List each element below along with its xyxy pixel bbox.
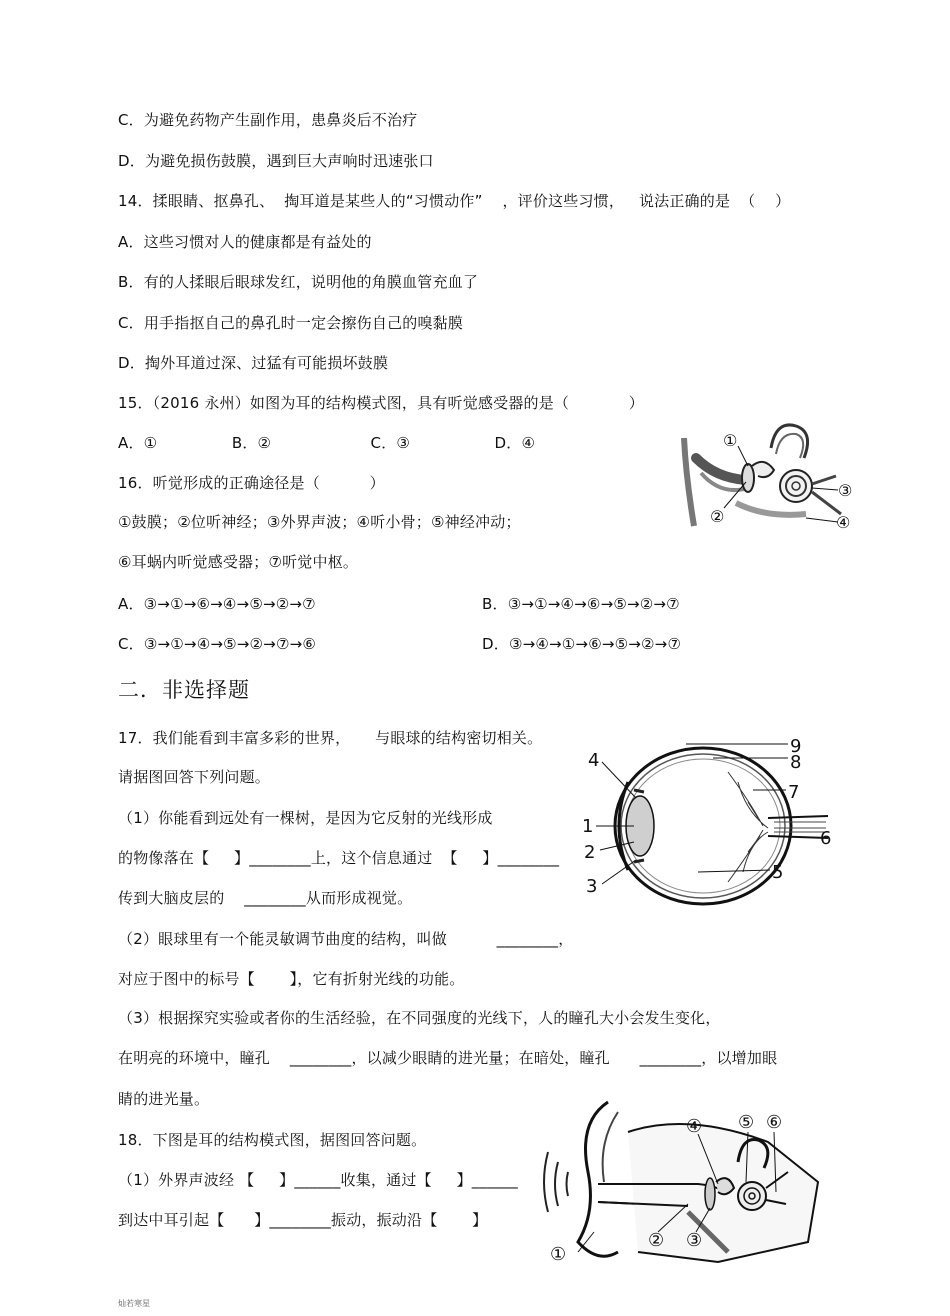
ear-small-label: ② (710, 507, 725, 526)
option-16a: A．③→①→⑥→④→⑤→②→⑦ (118, 595, 316, 613)
eye-label: 4 (588, 750, 600, 771)
ear-large-label: ③ (686, 1230, 703, 1251)
question-17-1c: 传到大脑皮层的 ________从而形成视觉。 (118, 889, 413, 907)
question-17-prompt: 请据图回答下列问题。 (118, 768, 271, 786)
eye-label: 7 (788, 782, 800, 803)
eye-label: 2 (584, 842, 596, 863)
ear-large-label: ① (550, 1244, 567, 1265)
ear-large-label: ⑤ (738, 1112, 755, 1133)
question-17-1b: 的物像落在【 】________上，这个信息通过 【 】________ (118, 849, 560, 867)
ear-small-label: ③ (838, 481, 853, 500)
question-17-2b: 对应于图中的标号【 】，它有折射光线的功能。 (118, 970, 465, 988)
ear-structure-figure-small (676, 418, 862, 534)
ear-large-label: ④ (686, 1116, 703, 1137)
question-17: 17．我们能看到丰富多彩的世界， 与眼球的结构密切相关。 (118, 729, 543, 747)
ear-large-label: ⑥ (766, 1112, 783, 1133)
section-heading: 二．非选择题 (118, 678, 250, 702)
question-18: 18．下图是耳的结构模式图，据图回答问题。 (118, 1131, 427, 1149)
option-16b: B．③→①→④→⑥→⑤→②→⑦ (482, 595, 680, 613)
ear-small-label: ① (723, 431, 738, 450)
option-13d: D．为避免损伤鼓膜，遇到巨大声响时迅速张口 (118, 152, 434, 170)
question-14: 14．揉眼睛、抠鼻孔、 掏耳道是某些人的“习惯动作” ，评价这些习惯， 说法正确的是 （ ） (118, 192, 791, 210)
question-15: 15．（2016 永州）如图为耳的结构模式图，具有听觉感受器的是（ ） (118, 394, 644, 412)
question-18-1b: 到达中耳引起【 】________振动，振动沿【 】 (118, 1211, 488, 1229)
question-16-items-2: ⑥耳蜗内听觉感受器；⑦听觉中枢。 (118, 553, 359, 571)
footer-text: 灿若寒星 (118, 1299, 150, 1308)
option-14d: D．掏外耳道过深、过猛有可能损坏鼓膜 (118, 354, 389, 372)
question-17-1a: （1）你能看到远处有一棵树，是因为它反射的光线形成 (118, 809, 493, 827)
options-15: A．① B．② C．③ D．④ (118, 434, 536, 452)
question-17-3b: 在明亮的环境中，瞳孔 ________，以减少眼睛的进光量；在暗处，瞳孔 ________，以增加眼 (118, 1049, 778, 1067)
option-14a: A．这些习惯对人的健康都是有益处的 (118, 233, 372, 251)
eye-label: 9 (790, 736, 802, 757)
ear-large-label: ② (648, 1230, 665, 1251)
eye-label: 5 (772, 862, 784, 883)
option-14c: C．用手指抠自己的鼻孔时一定会擦伤自己的嗅黏膜 (118, 314, 464, 332)
question-17-3c: 睛的进光量。 (118, 1090, 210, 1108)
eye-label: 6 (820, 828, 832, 849)
option-13c: C．为避免药物产生副作用，患鼻炎后不治疗 (118, 111, 418, 129)
question-16: 16．听觉形成的正确途径是（ ） (118, 474, 385, 492)
ear-structure-figure-large (538, 1092, 828, 1272)
eye-label: 3 (586, 876, 598, 897)
eye-label: 8 (790, 752, 802, 773)
question-16-items-1: ①鼓膜；②位听神经；③外界声波；④听小骨；⑤神经冲动； (118, 513, 521, 531)
question-17-2a: （2）眼球里有一个能灵敏调节曲度的结构，叫做 ________， (118, 930, 574, 948)
option-16d: D．③→④→①→⑥→⑤→②→⑦ (482, 635, 682, 653)
question-18-1a: （1）外界声波经 【 】______收集，通过【 】______ (118, 1171, 518, 1189)
eye-label: 1 (582, 816, 594, 837)
eye-structure-figure (578, 732, 838, 908)
ear-small-label: ④ (836, 513, 851, 532)
option-14b: B．有的人揉眼后眼球发红，说明他的角膜血管充血了 (118, 273, 479, 291)
option-16c: C．③→①→④→⑤→②→⑦→⑥ (118, 635, 317, 653)
question-17-3a: （3）根据探究实验或者你的生活经验，在不同强度的光线下，人的瞳孔大小会发生变化， (118, 1009, 721, 1027)
